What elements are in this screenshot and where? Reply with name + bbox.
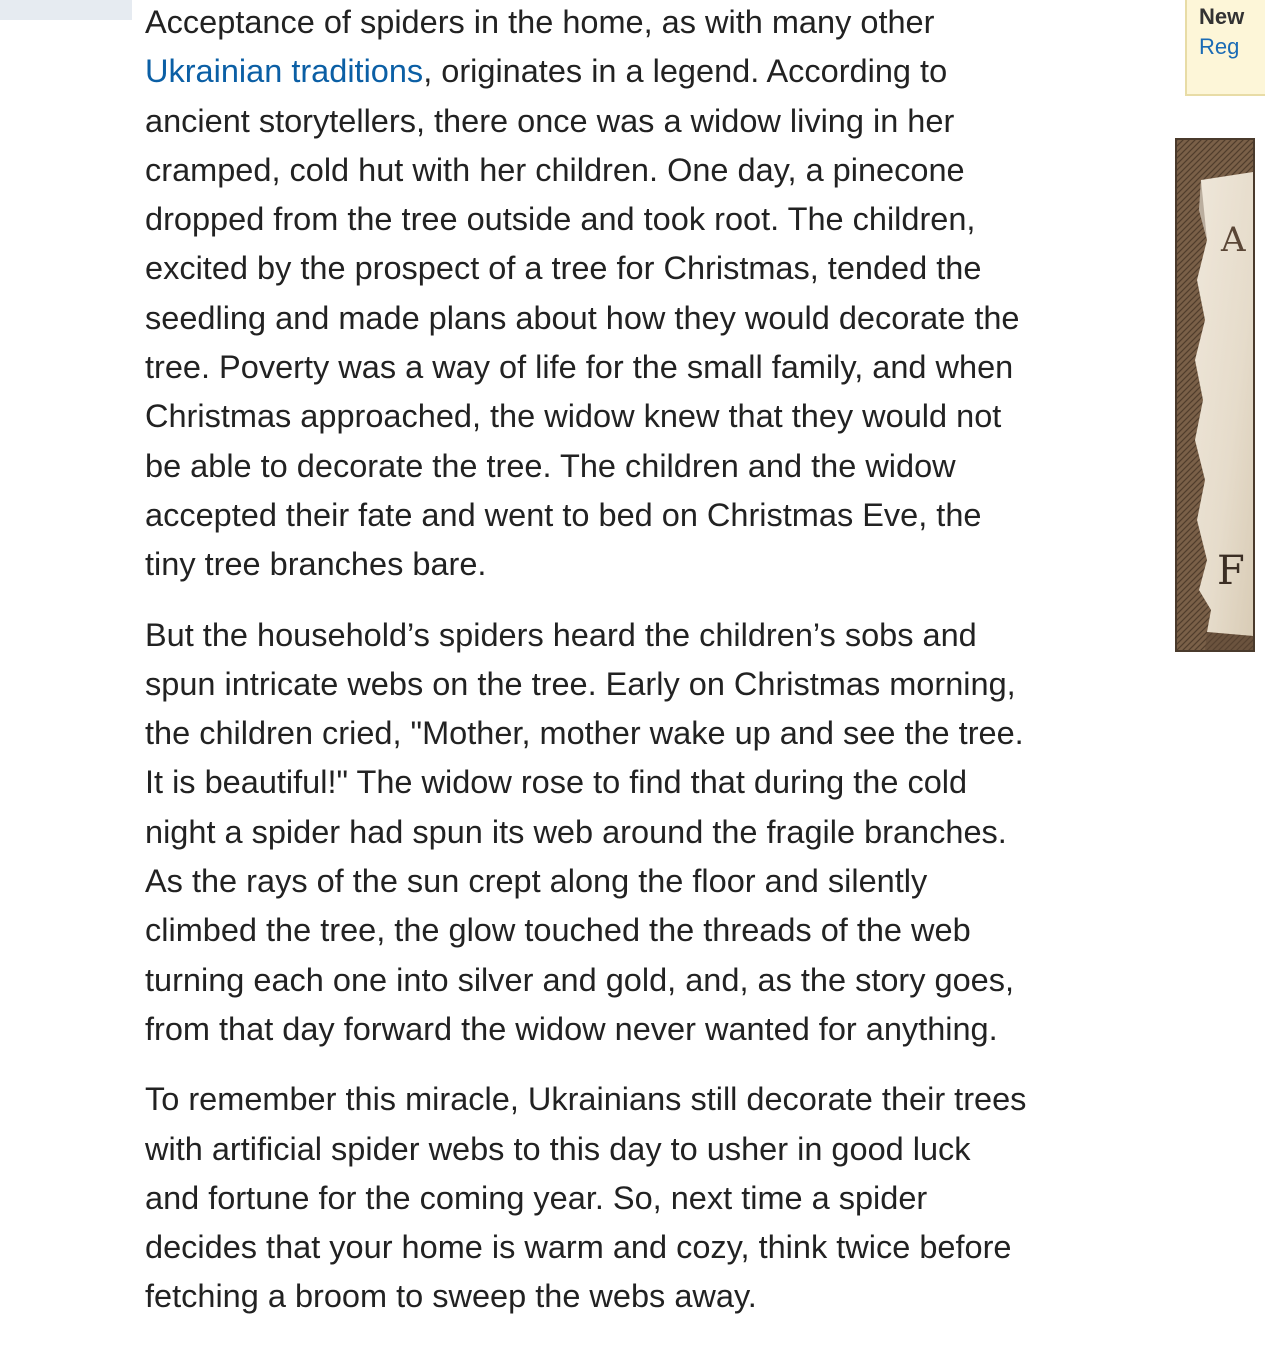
paragraph-tradition: To remember this miracle, Ukrainians still decorate their trees with artificial spider webs to this day to usher in good luck and fortune for the coming year. So, next time a spider decides that your home is warm and cozy, think twice before fetching a broom to sweep the webs away. xyxy=(145,1081,1027,1315)
sidebar-notice-box xyxy=(1185,0,1265,96)
top-nav-tab[interactable] xyxy=(0,0,132,20)
illustration-letter-a: A xyxy=(1221,220,1246,260)
illustration-letter-f: F xyxy=(1217,548,1245,594)
paragraph-legend xyxy=(145,0,1160,590)
paragraph-legend-rest: , originates in a legend. According to ancient storytellers, there once was a widow living in her cramped, cold hut with her children. One day, a pinecone dropped from the tree outside and took root. The children, excited by the prospect of a tree for Christmas, tended the seedling and made plans about how they would decorate the tree. Poverty was a way of life for the small family, and when Christmas approached, the widow knew that they would not be able to decorate the tree. The children and the widow accepted their fate and went to bed on Christmas Eve, the tiny tree branches bare. xyxy=(145,53,1020,583)
article-body xyxy=(145,0,1160,1343)
illustration-image[interactable] xyxy=(1175,138,1255,652)
notice-register-link[interactable]: Reg xyxy=(1199,34,1240,59)
paragraph-spiders: But the household’s spiders heard the children’s sobs and spun intricate webs on the tree. Early on Christmas morning, the children cried, "Mother, mother wake up and see the tree. It is beautiful!" The widow rose to find that during the cold night a spider had spun its web around the fragile branches. As the rays of the sun crept along the floor and silently climbed the tree, the glow touched the threads of the web turning each one into silver and gold, and, as the story goes, from that day forward the widow never wanted for anything. xyxy=(145,616,1024,1047)
ukrainian-traditions-link[interactable]: Ukrainian traditions xyxy=(145,53,424,90)
notice-title: New xyxy=(1199,4,1245,29)
paragraph-legend-start: Acceptance of spiders in the home, as with many other xyxy=(145,4,935,40)
